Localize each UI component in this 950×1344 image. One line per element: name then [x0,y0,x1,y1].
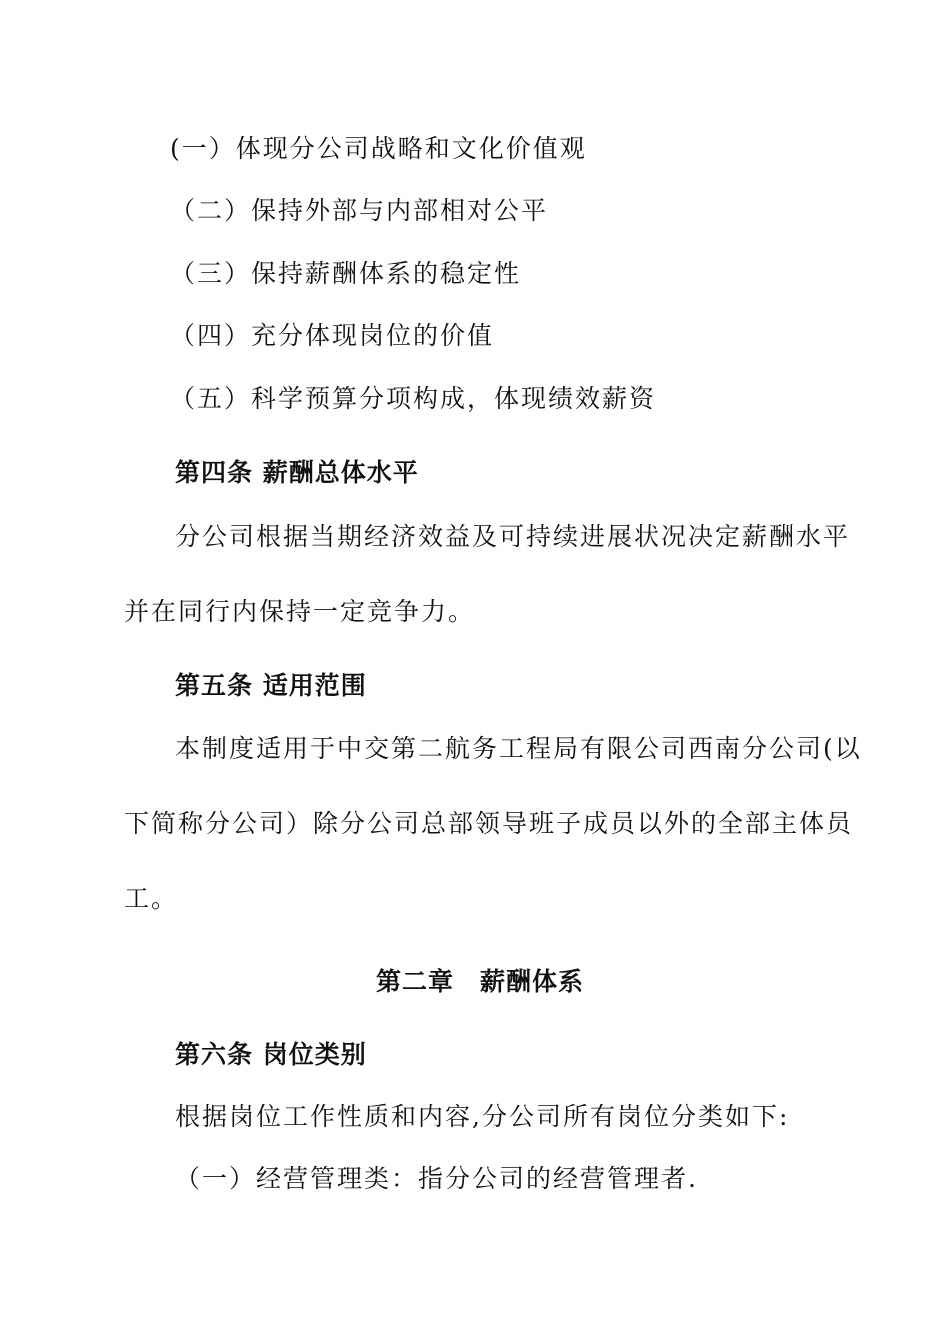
list-item-5: （五）科学预算分项构成，体现绩效薪资 [170,384,657,413]
article-5-paragraph-line-3: 工。 [124,884,179,913]
chapter-2-title: 第二章 薪酬体系 [376,967,585,996]
article-4-heading: 第四条 薪酬总体水平 [175,458,419,487]
article-6-paragraph-line-1: 根据岗位工作性质和内容,分公司所有岗位分类如下: [175,1102,790,1131]
article-4-paragraph-line-2: 并在同行内保持一定竞争力。 [124,597,476,626]
article-6-list-item-1: （一）经营管理类：指分公司的经营管理者. [175,1164,698,1193]
article-5-paragraph-line-2: 下简称分公司）除分公司总部领导班子成员以外的全部主体员 [124,809,854,838]
list-item-4: （四）充分体现岗位的价值 [170,321,495,350]
list-item-3: （三）保持薪酬体系的稳定性 [170,259,522,288]
article-6-heading: 第六条 岗位类别 [175,1040,367,1069]
article-5-paragraph-line-1: 本制度适用于中交第二航务工程局有限公司西南分公司(以 [175,734,862,763]
article-5-heading: 第五条 适用范围 [175,671,367,700]
list-item-2: （二）保持外部与内部相对公平 [170,196,549,225]
list-item-1: (一）体现分公司战略和文化价值观 [170,134,587,163]
article-4-paragraph-line-1: 分公司根据当期经济效益及可持续进展状况决定薪酬水平 [175,522,851,551]
